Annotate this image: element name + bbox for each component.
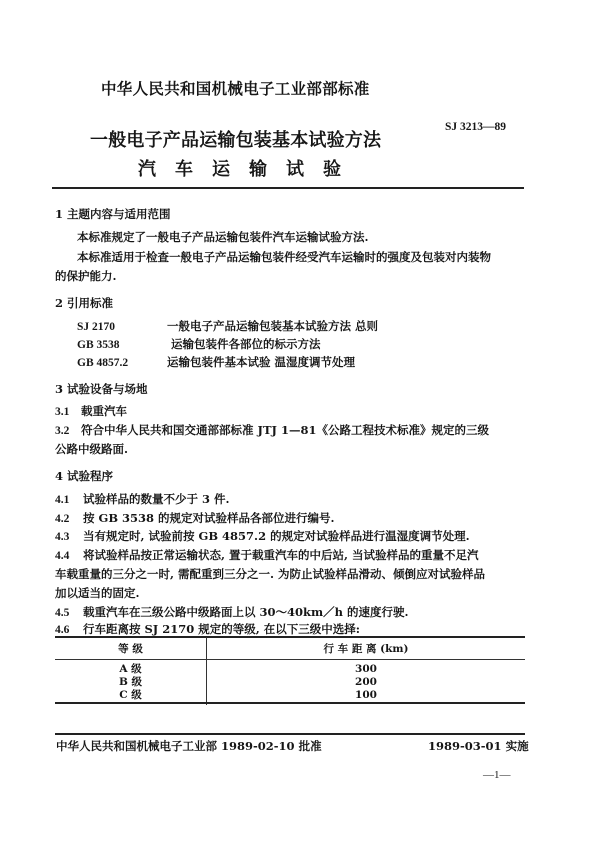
clause-text: 符合中华人民共和国交通部部标准 JTJ 1—81《公路工程技术标准》规定的三级 [81,423,489,437]
clause-number: 4.6 [55,624,70,636]
grade-cell: C 级 [55,689,207,705]
clause-text: 载重汽车在三级公路中级路面上以 30～40km／h 的速度行驶. [83,605,409,619]
table-header-row [55,637,525,660]
grade-cell: A 级 [55,660,207,677]
clause-text: 试验样品的数量不少于 3 件. [83,492,230,506]
clause-4-1 [55,490,230,510]
section-2-heading: 2 引用标准 [55,296,114,310]
clause-number: 3.1 [55,406,70,418]
clause-4-2 [55,509,335,529]
clause-text: 按 GB 3538 的规定对试验样品各部位进行编号. [83,511,335,525]
column-header-distance: 行 车 距 离 (km) [207,637,526,660]
clause-3-1 [55,402,127,422]
issuing-organization: 中华人民共和国机械电子工业部部标准 [101,79,370,98]
column-header-grade: 等 级 [55,637,207,660]
section-1-para-1: 本标准规定了一般电子产品运输包装件汽车运输试验方法. [77,230,369,244]
distance-grade-table [55,637,525,705]
clause-3-2 [55,421,489,441]
table-bottom-rule [55,702,525,704]
approval-line: 中华人民共和国机械电子工业部 1989-02-10 批准 [56,739,322,753]
clause-3-2-cont: 公路中级路面. [55,442,129,456]
reference-title: 一般电子产品运输包装基本试验方法 总则 [167,319,379,333]
reference-title: 运输包装件各部位的标示方法 [167,337,321,351]
footer-rule [55,733,525,735]
section-3-heading: 3 试验设备与场地 [55,382,148,396]
clause-4-4 [55,546,479,566]
clause-4-4-cont-2: 加以适当的固定. [55,586,140,600]
distance-cell: 300 [355,663,377,675]
clause-number: 4.1 [55,494,70,506]
reference-code: SJ 2170 [77,321,116,333]
clause-text: 行车距离按 SJ 2170 规定的等级, 在以下三级中选择: [83,622,361,636]
distance-cell: 100 [355,689,377,701]
title-divider [52,187,524,189]
clause-number: 4.3 [55,531,70,543]
grade-cell: B 级 [55,676,207,689]
implementation-date: 1989-03-01 实施 [428,739,529,753]
reference-item [77,335,321,355]
clause-number: 4.4 [55,550,70,562]
reference-item [77,353,355,373]
clause-text: 当有规定时, 试验前按 GB 4857.2 的规定对试验样品进行温湿度调节处理. [83,529,470,543]
reference-title: 运输包装件基本试验 温湿度调节处理 [167,355,356,369]
page-number: —1— [483,769,511,781]
clause-number: 4.2 [55,513,70,525]
table-row [55,676,525,689]
distance-cell: 200 [355,676,377,688]
document-subtitle: 汽车运输试验 [138,159,360,180]
standard-number: SJ 3213—89 [445,121,507,133]
clause-text: 将试验样品按正常运输状态, 置于载重汽车的中后站, 当试验样品的重量不足汽 [83,548,479,562]
clause-number: 4.5 [55,607,70,619]
clause-number: 3.2 [55,425,70,437]
section-1-para-2-cont: 的保护能力. [55,269,117,283]
reference-code: GB 4857.2 [77,357,129,369]
clause-4-3 [55,527,470,547]
clause-4-4-cont-1: 车载重量的三分之一时, 需配重到三分之一. 为防止试验样品滑动、倾倒应对试验样品 [55,567,486,581]
section-4-heading: 4 试验程序 [55,469,114,483]
section-1-heading: 1 主题内容与适用范围 [55,207,171,221]
reference-code: GB 3538 [77,339,120,351]
table-row [55,660,525,677]
section-1-para-2: 本标准适用于检查一般电子产品运输包装件经受汽车运输时的强度及包装对内装物 [77,250,491,264]
document-title: 一般电子产品运输包装基本试验方法 [90,130,382,151]
reference-item [77,317,378,337]
clause-text: 载重汽车 [81,404,127,418]
